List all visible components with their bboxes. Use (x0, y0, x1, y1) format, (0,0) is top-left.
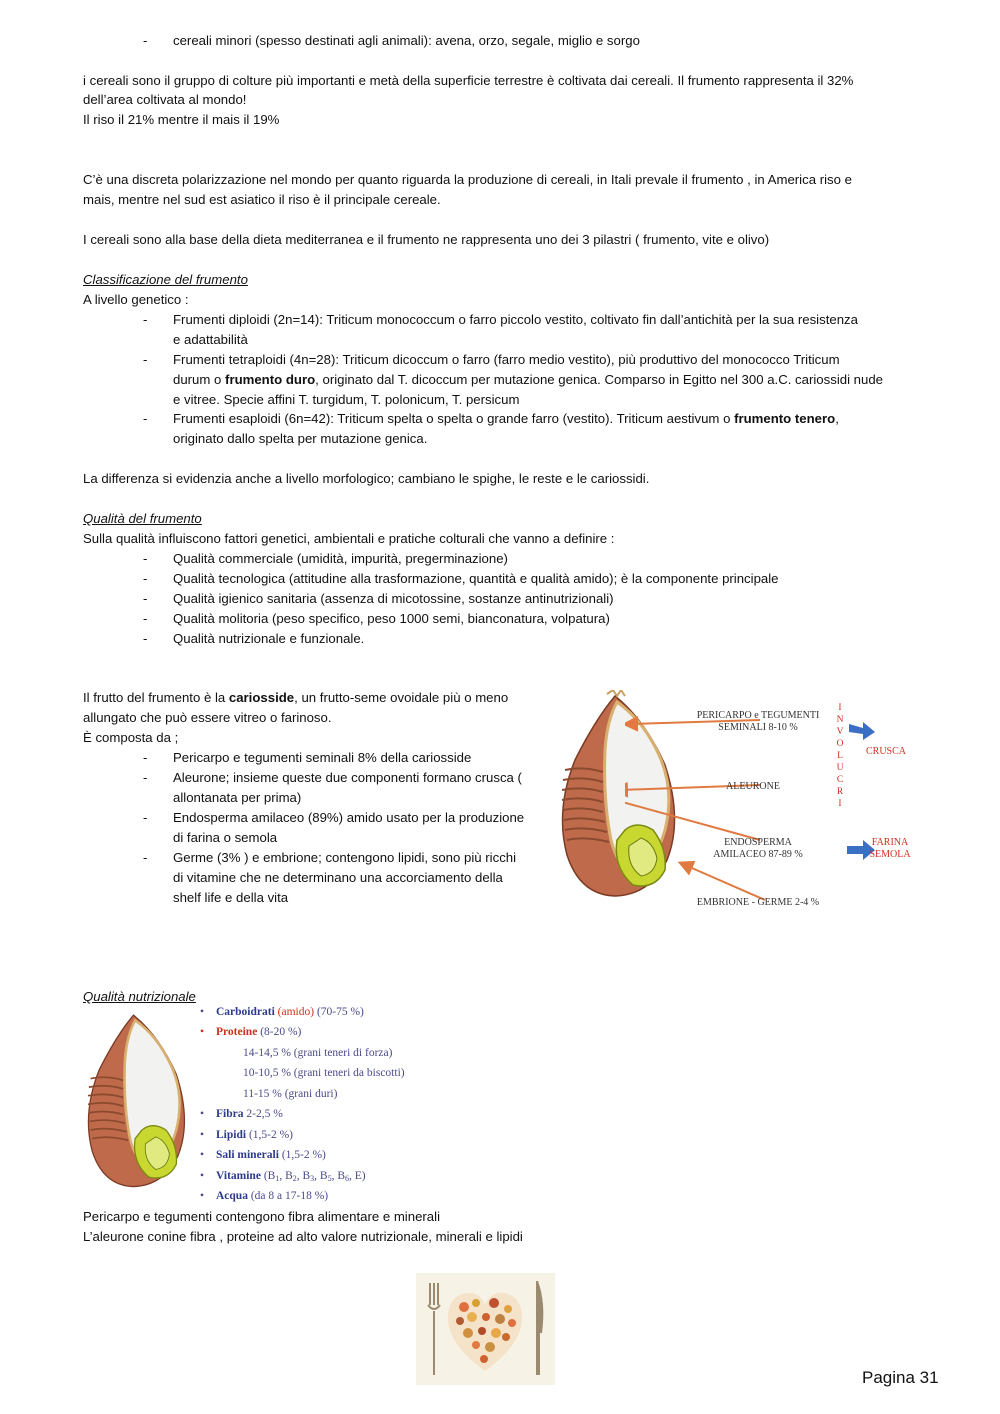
bullet-dash: - (143, 312, 148, 327)
bullet-dash: - (143, 810, 148, 825)
bullet-dash: - (143, 631, 148, 646)
heart-food-image (416, 1273, 555, 1385)
frumento-duro-bold: frumento duro (225, 372, 316, 387)
tail-line-1: Pericarpo e tegumenti contengono fibra alimentare e minerali (83, 1209, 440, 1224)
involucri-letter: I (838, 703, 842, 713)
crusca-arrow (849, 722, 875, 740)
cariosside-line-1: Il frutto del frumento è la cariosside, un frutto-seme ovoidale più o meno (83, 690, 509, 705)
qualita-item: Qualità tecnologica (attitudine alla trasformazione, quantità e qualità amido); è la componente principale (173, 571, 779, 586)
involucri-letter: N (836, 715, 844, 725)
nutrient-proteine: • Proteine (8-20 %) (200, 1026, 302, 1038)
involucri-letter: I (838, 799, 842, 809)
cariosside-bold: cariosside (228, 690, 295, 705)
intro-paragraph-3: I cereali sono alla base della dieta mediterranea e il frumento ne rappresenta uno dei 3 pilastri ( frumento, vite e olivo) (83, 232, 770, 247)
diploidi-line-1: Frumenti diploidi (2n=14): Triticum monococcum o farro piccolo vestito, coltivato fin dall’antichità per la sua resistenza (173, 312, 858, 327)
intro-paragraph-1-line-1: i cereali sono il gruppo di colture più importanti e metà della superficie terrestre è coltivata dai cereali. Il frumento rappresenta il 32% (83, 73, 854, 88)
involucri-letter: U (836, 763, 844, 773)
nutrizionale-heading: Qualità nutrizionale (83, 989, 196, 1004)
bullet-dash: - (143, 770, 148, 785)
involucri-letter: L (837, 751, 843, 761)
kernel-small-illustration (82, 1005, 202, 1195)
proteine-sub-1: 14-14,5 % (grani teneri di forza) (243, 1047, 393, 1059)
bullet-dash: - (143, 850, 148, 865)
fork-icon (428, 1283, 440, 1375)
diploidi-line-2: e adattabilità (173, 332, 248, 347)
bullet-dash: - (143, 33, 148, 48)
intro-paragraph-1-line-3: Il riso il 21% mentre il mais il 19% (83, 112, 280, 127)
blue-arrows (843, 710, 883, 910)
involucri-letter: C (836, 775, 844, 785)
cariosside-line-2: allungato che può essere vitreo o farinoso. (83, 710, 332, 725)
kernel-diagram (555, 690, 935, 920)
aleurone-bullet-line-1: Aleurone; insieme queste due componenti formano crusca ( (173, 770, 522, 785)
involucri-letter: V (836, 727, 844, 737)
germe-bullet-line-1: Germe (3% ) e embrione; contengono lipidi, sono più ricchi (173, 850, 517, 865)
pericarpo-label: PERICARPO e TEGUMENTI SEMINALI 8-10 % (696, 710, 820, 733)
tetraploidi-line-1: Frumenti tetraploidi (4n=28): Triticum dicoccum o farro (farro medio vestito), più produttivo del monococco Triticum (173, 352, 840, 367)
involucri-letter: R (836, 787, 844, 797)
embrione-arrow (685, 865, 765, 900)
frumento-tenero-bold: frumento tenero (734, 411, 836, 426)
nutrient-lipidi: • Lipidi (1,5-2 %) (200, 1129, 294, 1141)
cariosside-line-3: È composta da ; (83, 730, 179, 745)
bullet-dash: - (143, 411, 148, 426)
page-number: Pagina 31 (862, 1368, 939, 1387)
endosperma-arrow (625, 800, 760, 840)
crusca-label: CRUSCA (865, 746, 906, 757)
bullet-dash: - (143, 352, 148, 367)
nutrient-fibra: • Fibra 2-2,5 % (200, 1108, 283, 1120)
classificazione-heading: Classificazione del frumento (83, 272, 248, 287)
germe-bullet-line-2: di vitamine che ne determinano una accorciamento della (173, 870, 503, 885)
qualita-item: Qualità molitoria (peso specifico, peso 1000 semi, bianconatura, volpatura) (173, 611, 610, 626)
involucri-letter: O (836, 739, 844, 749)
germe-bullet-line-3: shelf life e della vita (173, 890, 289, 905)
tail-line-2: L’aleurone conine fibra , proteine ad alto valore nutrizionale, minerali e lipidi (83, 1229, 523, 1244)
bullet-dash: - (143, 611, 148, 626)
cereali-minori-text: cereali minori (spesso destinati agli animali): avena, orzo, segale, miglio e sorgo (173, 33, 640, 48)
nutrient-vitamine: • Vitamine ($B_1$, $B_2$, $B_3$, $B_5$, $B_6$, E) (200, 1170, 366, 1183)
qualita-heading: Qualità del frumento (83, 511, 202, 526)
embrione-label: EMBRIONE - GERME 2-4 % (696, 897, 820, 908)
bullet-dash: - (143, 591, 148, 606)
qualita-item: Qualità igienico sanitaria (assenza di micotossine, sostanze antinutrizionali) (173, 591, 614, 606)
aleurone-label: ALEURONE (726, 781, 780, 792)
intro-paragraph-2-line-1: C’è una discreta polarizzazione nel mondo per quanto riguarda la produzione di cereali, in Itali prevale il frumento , in America riso e (83, 172, 852, 187)
knife-icon (536, 1281, 543, 1375)
classificazione-subheading: A livello genetico : (83, 292, 189, 307)
nutrient-sali-minerali: • Sali minerali (1,5-2 %) (200, 1149, 326, 1161)
nutrient-acqua: • Acqua (da 8 a 17-18 %) (200, 1190, 329, 1202)
intro-paragraph-1-line-2: dell’area coltivata al mondo! (83, 92, 247, 107)
endosperma-bullet-line-1: Endosperma amilaceo (89%) amido usato per la produzione (173, 810, 525, 825)
bullet-dash: - (143, 571, 148, 586)
tetraploidi-line-2: durum o frumento duro, originato dal T. dicoccum per mutazione genica. Comparso in Egitto nel 300 a.C. cariossidi nude (173, 372, 884, 387)
proteine-sub-3: 11-15 % (grani duri) (243, 1088, 338, 1100)
pericarpo-bullet: Pericarpo e tegumenti seminali 8% della cariosside (173, 750, 472, 765)
bullet-dash: - (143, 551, 148, 566)
heart-of-foods-icon (448, 1293, 522, 1371)
qualita-item: Qualità nutrizionale e funzionale. (173, 631, 365, 646)
proteine-sub-2: 10-10,5 % (grani teneri da biscotti) (243, 1067, 405, 1079)
endosperma-bullet-line-2: di farina o semola (173, 830, 278, 845)
heart-food-illustration (416, 1273, 555, 1385)
esaploidi-line-1: Frumenti esaploidi (6n=42): Triticum spelta o spelta o grande farro (vestito). Triticum aestivum o frumento tenero, (173, 411, 839, 426)
intro-paragraph-2-line-2: mais, mentre nel sud est asiatico il riso è il principale cereale. (83, 192, 441, 207)
bullet-dash: - (143, 750, 148, 765)
qualita-intro: Sulla qualità influiscono fattori genetici, ambientali e pratiche colturali che vanno a definire : (83, 531, 615, 546)
morfologico-paragraph: La differenza si evidenzia anche a livello morfologico; cambiano le spighe, le reste e le cariossidi. (83, 471, 650, 486)
farina-semola-label: FARINA SEMOLA (869, 837, 911, 860)
aleurone-bullet-line-2: allontanata per prima) (173, 790, 302, 805)
nutrient-carboidrati: • Carboidrati (amido) (70-75 %) (200, 1006, 364, 1018)
tetraploidi-line-3: e vitree. Specie affini T. turgidum, T. polonicum, T. persicum (173, 392, 520, 407)
endosperma-label: ENDOSPERMA AMILACEO 87-89 % (713, 837, 803, 860)
esaploidi-line-2: originato dallo spelta per mutazione genica. (173, 431, 428, 446)
qualita-item: Qualità commerciale (umidità, impurità, pregerminazione) (173, 551, 508, 566)
